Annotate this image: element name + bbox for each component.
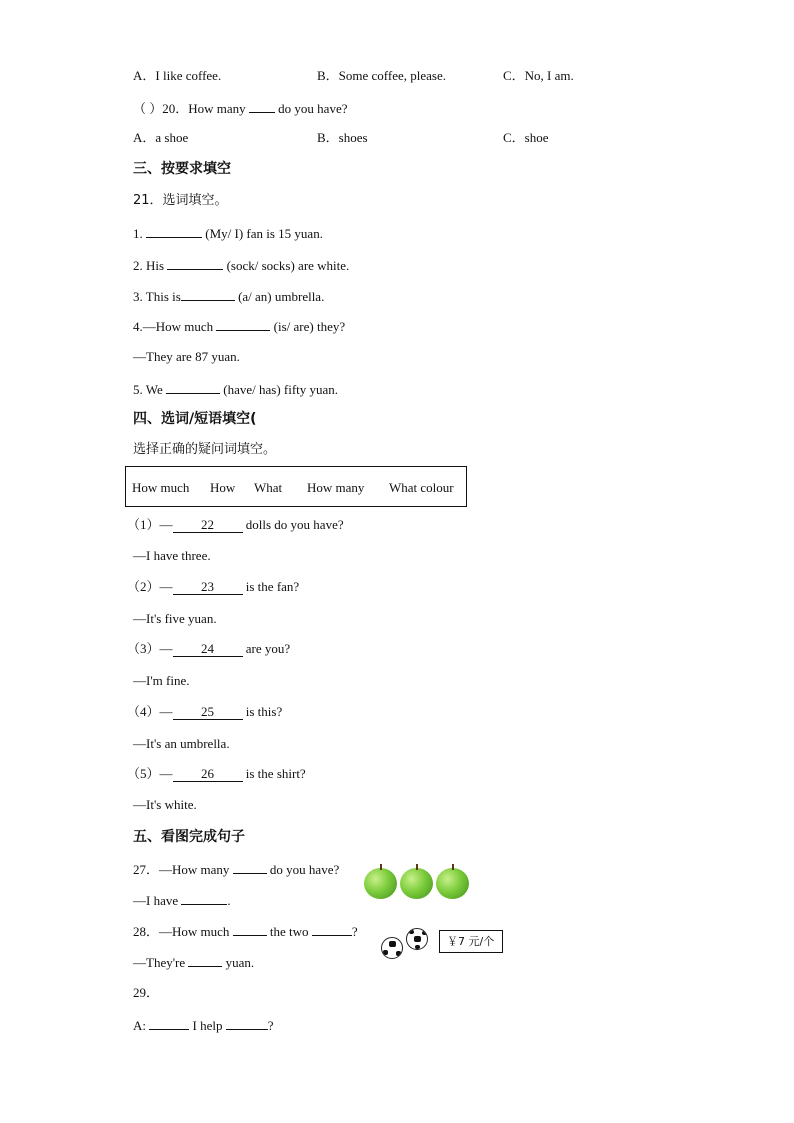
q19-option-c: C．No, I am. — [503, 68, 574, 83]
soccer-ball-icon — [381, 937, 403, 959]
q19-option-a: A．I like coffee. — [133, 68, 222, 83]
s4-blank-23[interactable]: 23 — [173, 580, 243, 595]
item-text: (a/ an) umbrella. — [238, 289, 325, 304]
item-text: is the fan? — [245, 579, 300, 594]
item-number: （2）— — [127, 579, 173, 594]
s4-answer-5: —It's white. — [133, 797, 197, 812]
section4-instruction: 选择正确的疑问词填空。 — [133, 442, 277, 457]
q20-blank[interactable] — [249, 99, 275, 113]
s4-blank-26[interactable]: 26 — [173, 767, 243, 782]
q21-blank-4[interactable] — [216, 317, 270, 331]
q21-item-2 — [133, 256, 349, 274]
q29-suffix: ? — [267, 1018, 274, 1033]
item-text: (is/ are) they? — [273, 319, 346, 334]
green-apple-icon — [364, 868, 397, 899]
q21-instruction: 21．选词填空。 — [133, 193, 228, 208]
q27-answer — [133, 891, 231, 909]
s4-blank-24[interactable]: 24 — [173, 642, 243, 657]
q27-blank-2[interactable] — [181, 891, 227, 905]
q28-middle: the two — [269, 924, 309, 939]
s4-item-2 — [127, 579, 299, 595]
q20-suffix: do you have? — [278, 101, 348, 116]
s4-answer-1: —I have three. — [133, 548, 211, 563]
s4-item-5 — [127, 766, 306, 782]
q27-answer-prefix: —I have — [133, 893, 179, 908]
q21-item-1 — [133, 224, 323, 242]
q21-item-5 — [133, 380, 338, 398]
price-tag: ￥7 元/个 — [439, 930, 503, 953]
q29-blank-1[interactable] — [149, 1016, 189, 1030]
soccer-ball-icon — [406, 928, 428, 950]
s4-item-4 — [127, 704, 282, 720]
item-text: is this? — [245, 704, 283, 719]
q28-answer-suffix: yuan. — [225, 955, 255, 970]
q19-option-b: B．Some coffee, please. — [317, 68, 446, 83]
item-text: (sock/ socks) are white. — [226, 258, 350, 273]
item-number: （3）— — [127, 641, 173, 656]
q20-prefix: （ ）20．How many — [133, 101, 246, 116]
q27-blank-1[interactable] — [233, 860, 267, 874]
section3-title: 三、按要求填空 — [133, 161, 231, 177]
q27-answer-suffix: . — [227, 893, 231, 908]
section5-title: 五、看图完成句子 — [133, 829, 245, 845]
q20-option-c: C．shoe — [503, 130, 549, 145]
item-prefix: 1. — [133, 226, 143, 241]
green-apple-icon — [400, 868, 433, 899]
apple-stem — [452, 864, 454, 870]
item-prefix: 4.—How much — [133, 319, 214, 334]
q21-blank-5[interactable] — [166, 380, 220, 394]
section4-title: 四、选词/短语填空( — [133, 411, 257, 427]
q20-option-b: B．shoes — [317, 130, 368, 145]
word-what: What — [254, 480, 283, 495]
q21-item-4 — [133, 317, 345, 335]
item-text: are you? — [245, 641, 291, 656]
apple-stem — [380, 864, 382, 870]
s4-answer-3: —I'm fine. — [133, 673, 190, 688]
q28-blank-2[interactable] — [312, 922, 352, 936]
q28-answer-prefix: —They're — [133, 955, 186, 970]
item-text: is the shirt? — [245, 766, 306, 781]
s4-item-1 — [127, 517, 344, 533]
q27-question — [133, 860, 339, 878]
q28-answer — [133, 953, 254, 971]
item-text: (My/ I) fan is 15 yuan. — [205, 226, 323, 241]
s4-blank-22[interactable]: 22 — [173, 518, 243, 533]
q29-prefix: A: — [133, 1018, 146, 1033]
q29-middle: I help — [192, 1018, 223, 1033]
s4-answer-2: —It's five yuan. — [133, 611, 217, 626]
q28-blank-1[interactable] — [233, 922, 267, 936]
apple-stem — [416, 864, 418, 870]
item-prefix: 5. We — [133, 382, 163, 397]
item-text: (have/ has) fifty yuan. — [223, 382, 339, 397]
q27-suffix: do you have? — [269, 862, 340, 877]
item-prefix: 2. His — [133, 258, 165, 273]
q21-blank-2[interactable] — [167, 256, 223, 270]
s4-blank-25[interactable]: 25 — [173, 705, 243, 720]
word-how-many: How many — [307, 480, 365, 495]
q20-question — [133, 99, 347, 117]
item-number: （1）— — [127, 517, 173, 532]
q28-suffix: ? — [351, 924, 358, 939]
word-how: How — [210, 480, 236, 495]
q21-answer-4: —They are 87 yuan. — [133, 349, 240, 364]
item-number: （5）— — [127, 766, 173, 781]
q27-prefix: 27．—How many — [133, 862, 230, 877]
s4-item-3 — [127, 641, 290, 657]
q29-blank-2[interactable] — [226, 1016, 268, 1030]
q29-number: 29． — [133, 985, 160, 1000]
word-what-colour: What colour — [389, 480, 454, 495]
q28-blank-3[interactable] — [188, 953, 222, 967]
green-apple-icon — [436, 868, 469, 899]
item-prefix: 3. This is — [133, 289, 181, 304]
s4-answer-4: —It's an umbrella. — [133, 736, 230, 751]
word-how-much: How much — [132, 480, 190, 495]
item-number: （4）— — [127, 704, 173, 719]
q28-prefix: 28．—How much — [133, 924, 230, 939]
q20-option-a: A．a shoe — [133, 130, 189, 145]
q29-line — [133, 1016, 274, 1034]
q28-question — [133, 922, 358, 940]
q21-blank-1[interactable] — [146, 224, 202, 238]
q21-item-3 — [133, 287, 324, 305]
word-box — [125, 466, 467, 507]
q21-blank-3[interactable] — [181, 287, 235, 301]
item-text: dolls do you have? — [245, 517, 344, 532]
